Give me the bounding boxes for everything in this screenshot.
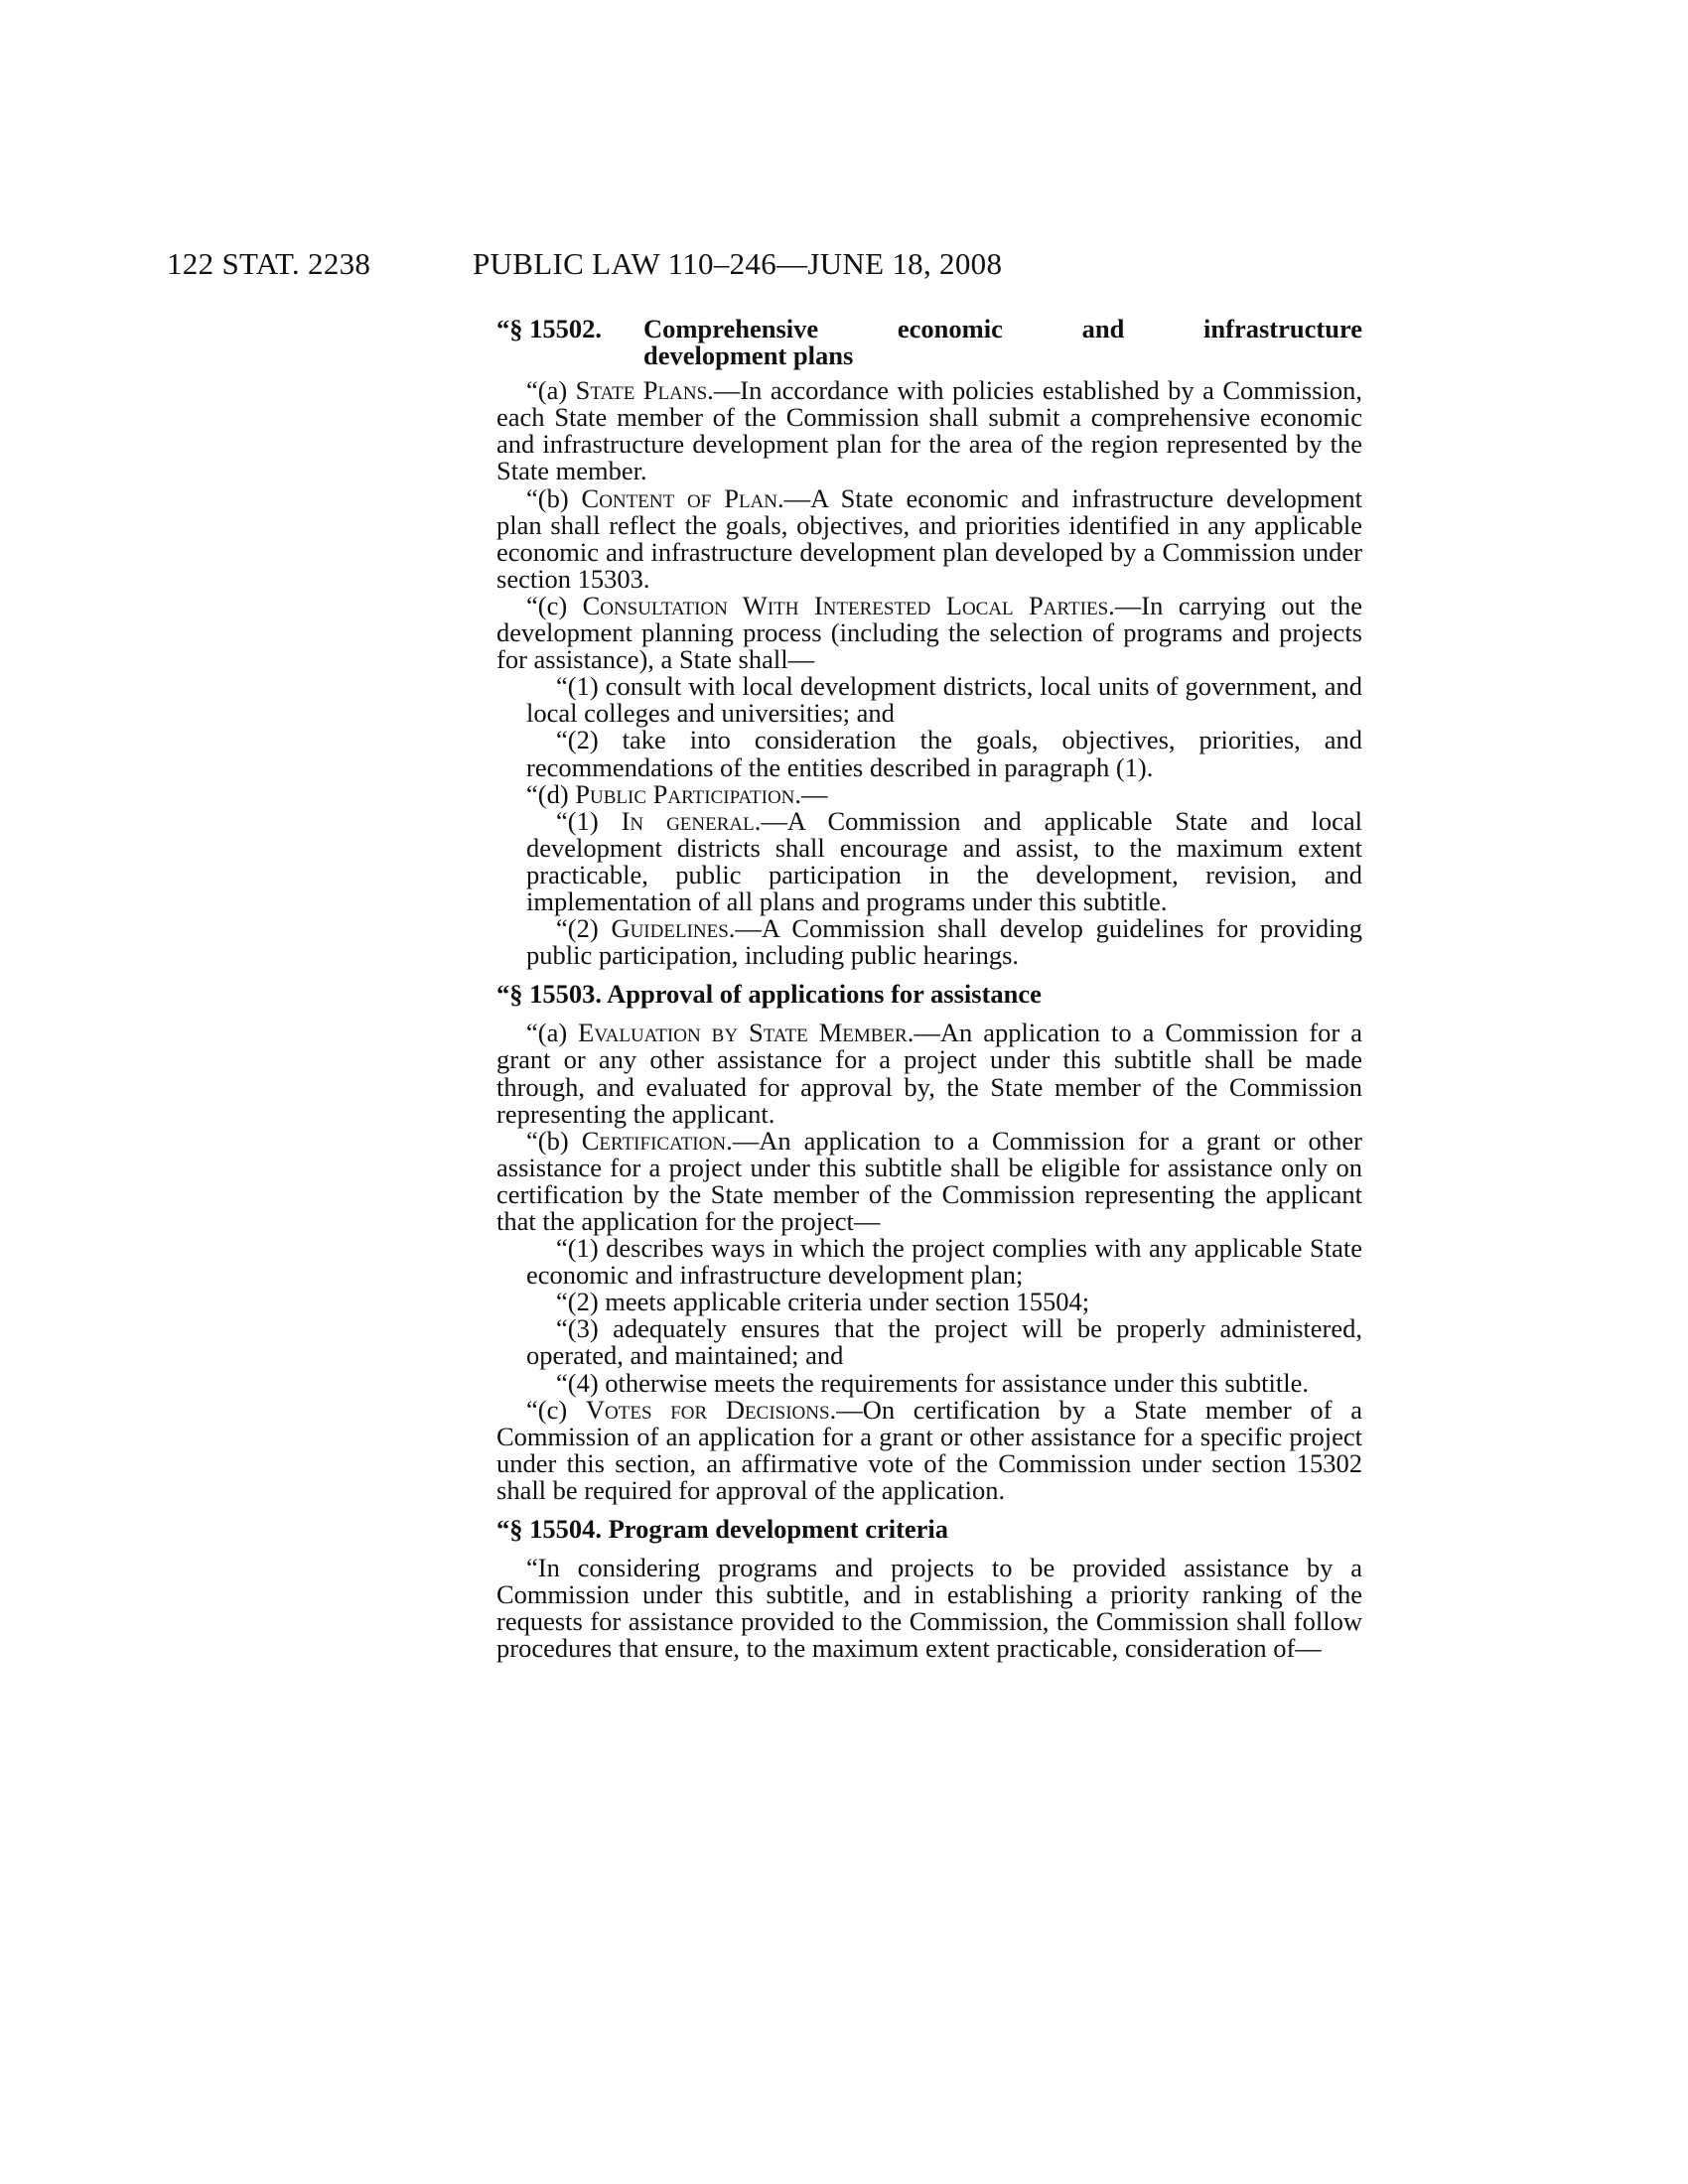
subsection-c-consultation: “(c) Consultation With Interested Local Parties.—In carrying out the development planning process (including the selection of programs and projects for assistance), a State shall—: [496, 590, 1362, 675]
paragraph-b2: “(2) meets applicable criteria under section 15504;: [556, 1287, 1090, 1317]
section-title-line: development plans: [643, 341, 854, 371]
section-15504-heading: “§ 15504. Program development criteria: [496, 1514, 949, 1545]
subsection-a-state-plans: “(a) State Plans.—In accordance with policies established by a Commission, each State member of the Commission shall submit a comprehensive economic and infrastructure development plan for the area of the region represented by the State member.: [496, 375, 1362, 486]
subsection-b-content-of-plan: “(b) Content of Plan.—A State economic and infrastructure development plan shall reflect the goals, objectives, and priorities identified in any applicable economic and infrastructure development plan developed by a Commission under section 15303.: [496, 482, 1362, 594]
subsection-heading: Public Participation: [575, 778, 795, 809]
paragraph-b1: “(1) describes ways in which the project complies with any applicable State economic and infrastructure development plan;: [526, 1233, 1362, 1291]
paragraph-c2: “(2) take into consideration the goals, objectives, priorities, and recommendations of the entities described in paragraph (1).: [526, 725, 1362, 782]
paragraph-c1: “(1) consult with local development districts, local units of government, and local colleges and universities; and: [526, 671, 1362, 729]
paragraph-d1-in-general: “(1) In general.—A Commission and applicable State and local development districts shall encourage and assist, to the maximum extent practicable, public participation in the development, revision, and implementation of all plans and programs under this subtitle.: [526, 805, 1362, 916]
subsection-heading: Evaluation by State Member: [578, 1018, 908, 1048]
section-title: [643, 316, 1362, 369]
subsection-heading: Consultation With Interested Local Parties: [582, 590, 1109, 620]
statute-page-reference: 122 STAT. 2238: [167, 246, 371, 281]
paragraph-b4: “(4) otherwise meets the requirements for assistance under this subtitle.: [556, 1367, 1309, 1398]
subsection-a-evaluation: “(a) Evaluation by State Member.—An application to a Commission for a grant or any other assistance for a project under this subtitle shall be made through, and evaluated for approval by, the State member of the Commission representing the applicant.: [496, 1018, 1362, 1129]
subsection-d-public-participation: “(d) Public Participation.—: [526, 778, 828, 809]
paragraph-heading: In general: [621, 805, 755, 836]
law-title: PUBLIC LAW 110–246—JUNE 18, 2008: [473, 246, 1003, 281]
subsection-heading: Content of Plan: [581, 482, 777, 513]
paragraph-d2-guidelines: “(2) Guidelines.—A Commission shall develop guidelines for providing public participation, including public hearings.: [526, 913, 1362, 971]
section-15504-text: “In considering programs and projects to be provided assistance by a Commission under this subtitle, and in establishing a priority ranking of the requests for assistance provided to the Commission, the Commission shall follow procedures that ensure, to the maximum extent practicable, consideration of—: [496, 1553, 1362, 1664]
subsection-c-votes-for-decisions: “(c) Votes for Decisions.—On certification by a State member of a Commission of an application for a grant or other assistance for a specific project under this section, an affirmative vote of the Commission under section 15302 shall be required for approval of the application.: [496, 1394, 1362, 1505]
subsection-heading: Certification: [581, 1125, 727, 1156]
statute-text-column: [496, 316, 1362, 1663]
subsection-heading: Votes for Decisions: [585, 1394, 830, 1425]
paragraph-b3: “(3) adequately ensures that the project will be properly administered, operated, and maintained; and: [526, 1313, 1362, 1371]
page-header: [167, 246, 1219, 286]
section-number: “§ 15502.: [496, 314, 602, 343]
paragraph-heading: Guidelines: [611, 913, 729, 944]
section-15503-heading: “§ 15503. Approval of applications for assistance: [496, 979, 1042, 1010]
subsection-heading: State Plans: [575, 375, 708, 406]
section-title-line: Comprehensive economic and infrastructure: [643, 314, 1362, 343]
subsection-b-certification: “(b) Certification.—An application to a Commission for a grant or other assistance for a project under this subtitle shall be eligible for assistance only on certification by the State member of the Commission representing the applicant that the application for the project—: [496, 1125, 1362, 1236]
section-15502-heading: [496, 316, 1362, 369]
